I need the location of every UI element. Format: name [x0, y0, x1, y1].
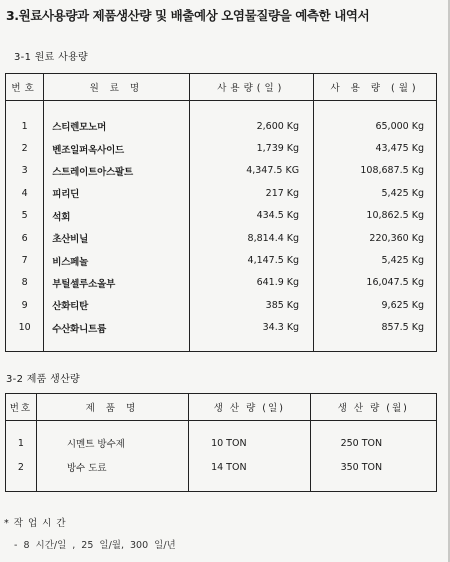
table-row [6, 227, 437, 249]
material-name: 스티렌모노머 [44, 115, 189, 137]
header-monthly-output: 생 산 량 (월) [310, 394, 436, 421]
header-daily-usage: 사용량(일) [189, 74, 314, 101]
material-name: 산화티탄 [44, 294, 189, 316]
header-number: 번호 [6, 394, 37, 421]
section-2-heading: 3-2 제품 생산량 [6, 374, 80, 385]
header-daily-output: 생 산 량 (일) [189, 394, 311, 421]
material-name: 벤조일퍼옥사이드 [44, 137, 189, 159]
monthly-usage: 16,047.5 Kg [314, 272, 437, 294]
table-row [6, 272, 437, 294]
daily-usage: 34.3 Kg [189, 317, 314, 339]
table-row [6, 294, 437, 316]
material-name: 스트레이트아스팔트 [44, 160, 189, 182]
row-number: 5 [6, 205, 44, 227]
table-row [6, 431, 437, 455]
monthly-usage: 5,425 Kg [314, 249, 437, 271]
material-name: 수산화니트륨 [44, 317, 189, 339]
row-number: 8 [6, 272, 44, 294]
section-1-heading: 3-1 원료 사용량 [14, 52, 88, 63]
monthly-usage: 857.5 Kg [314, 317, 437, 339]
table-row [6, 205, 437, 227]
material-name: 석회 [44, 205, 189, 227]
material-name: 피리딘 [44, 182, 189, 204]
header-product-name: 제 품 명 [36, 394, 188, 421]
monthly-output: 350 TON [310, 455, 436, 479]
daily-output: 10 TON [189, 431, 311, 455]
monthly-usage: 5,425 Kg [314, 182, 437, 204]
table-row [6, 455, 437, 479]
work-hours-heading: * 작 업 시 간 [4, 518, 67, 529]
daily-usage: 641.9 Kg [189, 272, 314, 294]
table-row [6, 182, 437, 204]
row-number: 1 [6, 115, 44, 137]
header-number: 번호 [6, 74, 44, 101]
header-material-name: 원 료 명 [44, 74, 189, 101]
table-row [6, 115, 437, 137]
monthly-usage: 10,862.5 Kg [314, 205, 437, 227]
table-row [6, 317, 437, 339]
daily-usage: 4,147.5 Kg [189, 249, 314, 271]
daily-usage: 1,739 Kg [189, 137, 314, 159]
table-header-row [6, 394, 437, 421]
daily-usage: 385 Kg [189, 294, 314, 316]
daily-usage: 434.5 Kg [189, 205, 314, 227]
product-name: 방수 도료 [36, 455, 188, 479]
table-header-row [6, 74, 437, 101]
monthly-output: 250 TON [310, 431, 436, 455]
document-title: 3.원료사용량과 제품생산량 및 배출예상 오염물질량을 예측한 내역서 [6, 8, 370, 23]
header-monthly-usage: 사 용 량 (월) [314, 74, 437, 101]
daily-usage: 217 Kg [189, 182, 314, 204]
material-name: 비스페놀 [44, 249, 189, 271]
table-row [6, 249, 437, 271]
monthly-usage: 65,000 Kg [314, 115, 437, 137]
table-row [6, 160, 437, 182]
monthly-usage: 220,360 Kg [314, 227, 437, 249]
monthly-usage: 43,475 Kg [314, 137, 437, 159]
daily-usage: 2,600 Kg [189, 115, 314, 137]
daily-output: 14 TON [189, 455, 311, 479]
row-number: 1 [6, 431, 37, 455]
row-number: 3 [6, 160, 44, 182]
material-name: 초산비닐 [44, 227, 189, 249]
daily-usage: 4,347.5 KG [189, 160, 314, 182]
row-number: 6 [6, 227, 44, 249]
raw-material-usage-table [5, 73, 437, 352]
product-name: 시멘트 방수제 [36, 431, 188, 455]
row-number: 9 [6, 294, 44, 316]
daily-usage: 8,814.4 Kg [189, 227, 314, 249]
product-output-table [5, 393, 437, 492]
monthly-usage: 108,687.5 Kg [314, 160, 437, 182]
row-number: 4 [6, 182, 44, 204]
row-number: 7 [6, 249, 44, 271]
row-number: 2 [6, 455, 37, 479]
material-name: 부틸셀루소올부 [44, 272, 189, 294]
monthly-usage: 9,625 Kg [314, 294, 437, 316]
table-row [6, 137, 437, 159]
row-number: 10 [6, 317, 44, 339]
work-hours-detail: - 8 시간/일 , 25 일/월, 300 일/년 [14, 540, 176, 551]
row-number: 2 [6, 137, 44, 159]
